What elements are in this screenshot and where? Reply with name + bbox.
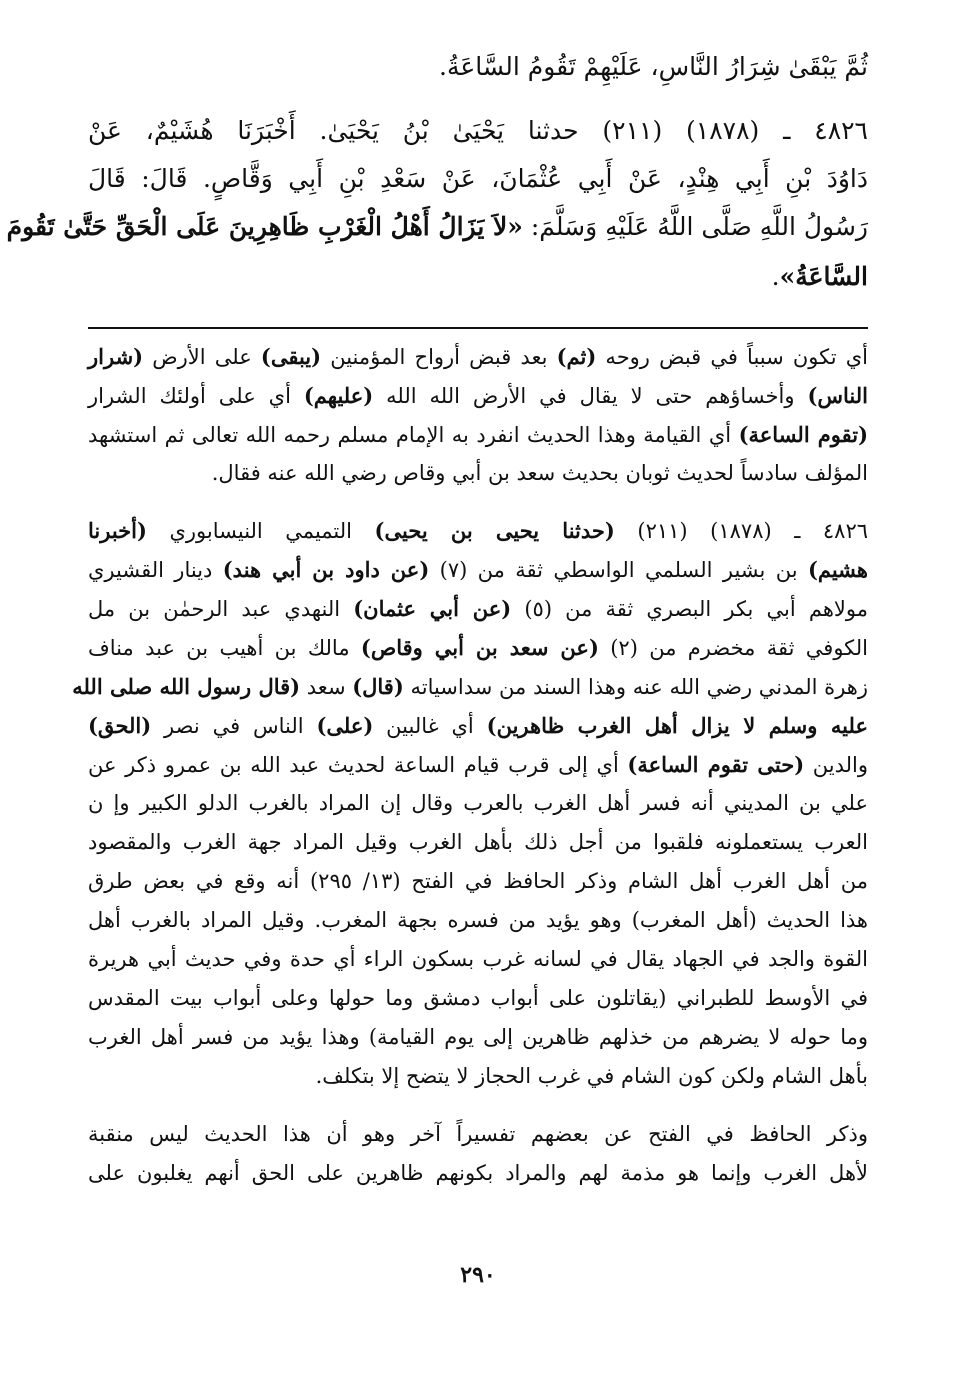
bold-run: (على)	[316, 713, 374, 738]
hadith-isnad-continued: دَاوُدَ بْنِ أَبِي هِنْدٍ، عَنْ أَبِي عُثْمَانَ، عَنْ سَعْدِ بْنِ أَبِي وَقَّاصٍ. قَالَ: قَالَ	[88, 164, 868, 193]
text-run: أي القيامة وهذا الحديث انفرد به الإمام مسلم رحمه الله تعالى ثم استشهد	[88, 423, 739, 447]
text-run: أي إلى قرب قيام الساعة لحديث عبد الله بن عمرو ذكر عن	[88, 753, 628, 777]
bold-run: (ثم)	[556, 344, 597, 369]
text-run: على الأرض	[143, 345, 261, 369]
hadith-matn-bold-end: السَّاعَةُ»	[779, 262, 868, 291]
hadith-line-2	[88, 116, 868, 146]
bold-run: (حتى تقوم الساعة)	[627, 752, 805, 777]
commentary-p2-line-3	[88, 596, 868, 622]
commentary-p2-line-13	[88, 986, 868, 1011]
text-run: مولاهم أبي بكر البصري ثقة من (٥)	[511, 597, 868, 621]
text-run: الناس في نصر	[151, 714, 317, 738]
text-run: وذكر الحافظ في الفتح عن بعضهم تفسيراً آخر وهو أن هذا الحديث ليس منقبة	[88, 1122, 868, 1146]
bold-run: (يبقى)	[260, 344, 322, 369]
text-run: مالك بن أهيب بن عبد مناف	[88, 636, 361, 660]
text-run: والدين	[804, 753, 869, 777]
text-run: هذا الحديث (أهل المغرب) وهو يؤيد من فسره بجهة المغرب. وقيل المراد بالغرب أهل	[88, 908, 868, 932]
footnote-separator-rule	[88, 327, 868, 329]
text-run: ٤٨٢٦ ـ (١٨٧٨) (٢١١)	[614, 519, 869, 543]
bold-run: (عن أبي عثمان)	[353, 596, 512, 621]
bold-run: (تقوم الساعة)	[738, 422, 869, 447]
commentary-p2-line-5	[72, 674, 868, 700]
commentary-p2-line-14	[88, 1025, 868, 1050]
text-run: بأهل الشام ولكن كون الشام في غرب الحجاز لا يتضح إلا بتكلف.	[315, 1064, 868, 1088]
commentary-p2-line-6	[88, 713, 868, 739]
text-run: لأهل الغرب وإنما هو مذمة لهم والمراد بكونهم ظاهرين على الحق أنهم يغلبون على	[88, 1161, 868, 1185]
commentary-p3-line-2	[88, 1161, 868, 1186]
commentary-p1-line-1	[88, 344, 868, 370]
hadith-line-4-normal: رَسُولُ اللَّهِ صَلَّى اللَّهُ عَلَيْهِ وَسَلَّمَ:	[522, 212, 868, 241]
commentary-p2-line-9	[88, 830, 868, 855]
hadith-isnad-start: ٤٨٢٦ ـ (١٨٧٨) (٢١١) حدثنا يَحْيَىٰ بْنُ يَحْيَىٰ. أَخْبَرَنَا هُشَيْمٌ، عَنْ	[88, 116, 868, 145]
text-run: بعد قبض أرواح المؤمنين	[321, 345, 557, 369]
text-run: وأخساؤهم حتى لا يقال في الأرض الله الله	[373, 384, 808, 408]
text-run: القوة والجد في الجهاد يقال في لسانه غرب بسكون الراء أي حدة وفي حديث أبي هريرة	[88, 947, 868, 971]
bold-run: (حدثنا يحيى بن يحيى)	[374, 518, 615, 543]
text-run: التميمي النيسابوري	[146, 519, 375, 543]
text-run: من أهل الغرب أهل الشام وذكر الحافظ في الفتح (١٣/ ٢٩٥) أنه وقع في بعض طرق	[88, 869, 868, 893]
bold-run: عليه وسلم لا يزال أهل الغرب ظاهرين)	[486, 713, 868, 738]
text-run: علي بن المديني أنه فسر أهل الغرب بالعرب وقال إن المراد بالغرب الدلو الكبير وإ ن	[88, 791, 868, 815]
bold-run: (قال رسول الله صلى الله	[72, 674, 301, 699]
hadith-matn-bold: «لاَ يَزَالُ أَهْلُ الْغَرْبِ ظَاهِرِينَ عَلَى الْحَقِّ حَتَّىٰ تَقُومَ	[6, 212, 523, 241]
commentary-p1-line-4	[88, 461, 868, 486]
bold-run: (الحق)	[88, 713, 152, 738]
commentary-p2-line-4	[88, 635, 868, 661]
hadith-line-5-period: .	[771, 262, 780, 291]
text-run: في الأوسط للطبراني (يقاتلون على أبواب دمشق وما حولها وعلى أبواب بيت المقدس	[88, 986, 868, 1010]
commentary-p2-line-1	[88, 518, 868, 544]
commentary-p3-line-1	[88, 1122, 868, 1147]
hadith-line-1	[88, 52, 868, 82]
commentary-p2-line-8	[88, 791, 868, 816]
text-run: سعد	[300, 675, 353, 699]
bold-run: (عن سعد بن أبي وقاص)	[360, 635, 599, 660]
hadith-line-4	[6, 212, 868, 242]
text-run: النهدي عبد الرحمٰن بن مل	[88, 597, 354, 621]
hadith-line-5	[88, 262, 868, 292]
text-run: أي غالبين	[373, 714, 487, 738]
bold-run: (أخبرنا	[88, 518, 147, 543]
text-run: أي على أولئك الشرار	[88, 384, 304, 408]
page-number: ٢٩٠	[460, 1262, 496, 1288]
commentary-p1-line-3	[88, 422, 868, 448]
commentary-p2-line-2	[88, 557, 868, 583]
bold-run: (عن داود بن أبي هند)	[222, 557, 430, 582]
bold-run: الناس)	[807, 383, 868, 408]
commentary-p2-line-15	[88, 1064, 868, 1089]
text-run: زهرة المدني رضي الله عنه وهذا السند من سداسياته	[403, 675, 868, 699]
bold-run: (شرار	[88, 344, 144, 369]
text-run: العرب يستعملونه فلقبوا من أجل ذلك بأهل الغرب وقيل المراد جهة الغرب والمقصود	[88, 830, 868, 854]
text-run: المؤلف سادساً لحديث ثوبان بحديث سعد بن أبي وقاص رضي الله عنه فقال.	[211, 461, 868, 485]
text-run: أي تكون سبباً في قبض روحه	[596, 345, 868, 369]
bold-run: هشيم)	[807, 557, 868, 582]
text-run: دينار القشيري	[88, 558, 223, 582]
hadith-line-1-text: ثُمَّ يَبْقَىٰ شِرَارُ النَّاسِ، عَلَيْهِمْ تَقُومُ السَّاعَةُ.	[439, 52, 868, 81]
text-run: الكوفي ثقة مخضرم من (٢)	[598, 636, 868, 660]
commentary-p2-line-11	[88, 908, 868, 933]
bold-run: (قال)	[352, 674, 404, 699]
text-run: بن بشير السلمي الواسطي ثقة من (٧)	[429, 558, 808, 582]
text-run: وما حوله لا يضرهم من خذلهم ظاهرين إلى يوم القيامة) وهذا يؤيد من فسر أهل الغرب	[88, 1025, 868, 1049]
bold-run: (عليهم)	[303, 383, 374, 408]
commentary-p2-line-12	[88, 947, 868, 972]
hadith-line-3	[88, 164, 868, 194]
commentary-p2-line-7	[88, 752, 868, 778]
commentary-p1-line-2	[88, 383, 868, 409]
commentary-p2-line-10	[88, 869, 868, 894]
